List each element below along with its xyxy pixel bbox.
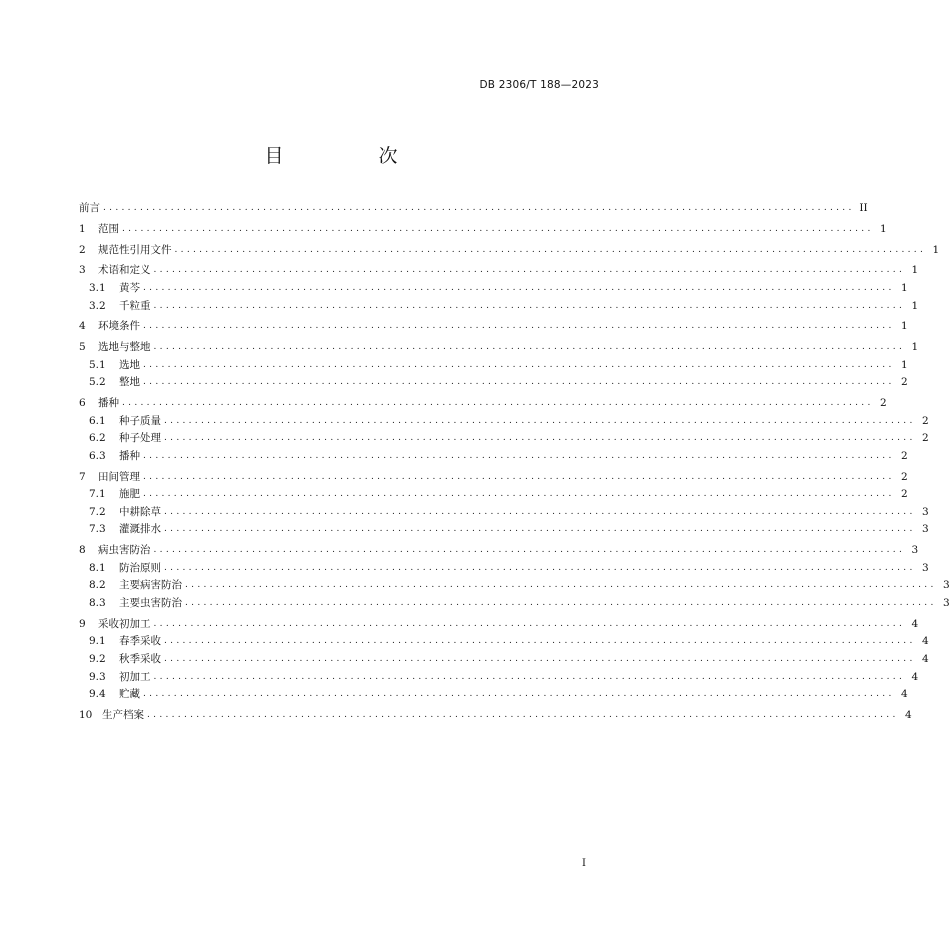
- toc-entry-label: 施肥: [119, 488, 140, 501]
- toc-entry[interactable]: [79, 616, 919, 634]
- dot-leader: ..........................................................................................................................: [185, 597, 937, 608]
- dot-leader: ..........................................................................................................................: [164, 415, 916, 426]
- toc-entry-page: 4: [900, 688, 908, 701]
- toc-entry[interactable]: [79, 633, 929, 651]
- toc-entry-number: 1: [79, 222, 86, 235]
- toc-entry-label: 术语和定义: [98, 264, 151, 277]
- toc-entry-number: 8.2: [89, 579, 106, 592]
- toc-entry-label: 选地: [119, 358, 140, 371]
- toc-entry-number: 2: [79, 243, 86, 256]
- dot-leader: ..........................................................................................................................: [147, 709, 899, 720]
- dot-leader: ..........................................................................................................................: [164, 636, 916, 647]
- toc-entry-label: 防治原则: [119, 561, 161, 574]
- toc-entry-page: 3: [911, 544, 919, 557]
- toc-entry-page: 1: [900, 320, 908, 333]
- toc-entry-page: 4: [921, 652, 929, 665]
- dot-leader: ..........................................................................................................................: [164, 562, 916, 573]
- toc-entry[interactable]: [79, 413, 929, 431]
- toc-entry-label: 田间管理: [98, 470, 140, 483]
- toc-entry-page: 3: [921, 561, 929, 574]
- toc-entry-number: 6.3: [89, 449, 106, 462]
- table-of-contents: [79, 200, 950, 725]
- dot-leader: ..........................................................................................................................: [153, 545, 906, 556]
- toc-entry-number: 9.1: [89, 635, 106, 648]
- toc-entry-page: 1: [911, 264, 919, 277]
- toc-entry-label: 千粒重: [119, 299, 151, 312]
- toc-entry[interactable]: [79, 686, 908, 704]
- toc-entry[interactable]: [79, 242, 940, 260]
- toc-entry-number: 9.4: [89, 688, 106, 701]
- toc-entry-page: 2: [921, 432, 929, 445]
- toc-entry[interactable]: [79, 339, 919, 357]
- toc-entry-number: 9.3: [89, 670, 106, 683]
- toc-entry-number: 7.2: [89, 505, 106, 518]
- dot-leader: ..........................................................................................................................: [153, 300, 906, 311]
- toc-entry-label: 规范性引用文件: [98, 243, 172, 256]
- toc-entry-page: 1: [932, 243, 940, 256]
- toc-entry-page: 4: [904, 708, 912, 721]
- toc-entry-label: 采收初加工: [98, 617, 151, 630]
- toc-entry-page: II: [859, 202, 868, 214]
- dot-leader: ..........................................................................................................................: [143, 359, 895, 370]
- toc-entry-page: 2: [900, 470, 908, 483]
- toc-entry-number: 8: [79, 544, 86, 557]
- toc-entry-label: 春季采收: [119, 635, 161, 648]
- toc-entry[interactable]: [79, 374, 908, 392]
- dot-leader: ..........................................................................................................................: [153, 671, 906, 682]
- toc-entry-label: 种子质量: [119, 414, 161, 427]
- dot-leader: ..........................................................................................................................: [164, 653, 916, 664]
- toc-entry-page: 1: [900, 358, 908, 371]
- toc-entry[interactable]: [79, 469, 908, 487]
- toc-entry-number: 8.3: [89, 596, 106, 609]
- toc-entry[interactable]: [79, 430, 929, 448]
- toc-entry[interactable]: [79, 200, 868, 218]
- toc-entry-page: 3: [921, 505, 929, 518]
- toc-entry-label: 主要病害防治: [119, 579, 182, 592]
- dot-leader: ..........................................................................................................................: [164, 433, 916, 444]
- toc-entry-label: 黄芩: [119, 281, 140, 294]
- toc-entry[interactable]: [79, 298, 919, 316]
- toc-entry-number: 5.1: [89, 358, 106, 371]
- toc-entry-number: 6.2: [89, 432, 106, 445]
- toc-entry[interactable]: [79, 448, 908, 466]
- toc-entry-number: 3.2: [89, 299, 106, 312]
- toc-entry-label: 中耕除草: [119, 505, 161, 518]
- dot-leader: ..........................................................................................................................: [143, 489, 895, 500]
- toc-entry[interactable]: [79, 395, 887, 413]
- toc-entry-page: 1: [911, 341, 919, 354]
- toc-entry-label: 选地与整地: [98, 341, 151, 354]
- toc-entry-number: 10: [79, 708, 93, 721]
- toc-entry[interactable]: [79, 542, 919, 560]
- toc-entry-number: 6: [79, 397, 86, 410]
- dot-leader: ..........................................................................................................................: [164, 524, 916, 535]
- dot-leader: ..........................................................................................................................: [153, 265, 906, 276]
- toc-entry[interactable]: [79, 486, 908, 504]
- dot-leader: ..........................................................................................................................: [143, 377, 895, 388]
- toc-entry-number: 9: [79, 617, 86, 630]
- toc-entry-number: 3: [79, 264, 86, 277]
- dot-leader: ..........................................................................................................................: [143, 282, 895, 293]
- toc-entry[interactable]: [79, 318, 908, 336]
- dot-leader: ..........................................................................................................................: [143, 450, 895, 461]
- toc-entry[interactable]: [79, 560, 929, 578]
- toc-entry-number: 5: [79, 341, 86, 354]
- toc-entry[interactable]: [79, 280, 908, 298]
- dot-leader: ..........................................................................................................................: [153, 342, 906, 353]
- toc-entry-page: 4: [921, 635, 929, 648]
- toc-entry-number: 7.1: [89, 488, 106, 501]
- toc-entry-page: 2: [879, 397, 887, 410]
- toc-entry-label: 病虫害防治: [98, 544, 151, 557]
- toc-entry-label: 整地: [119, 376, 140, 389]
- dot-leader: ..........................................................................................................................: [103, 203, 855, 213]
- toc-entry-number: 4: [79, 320, 86, 333]
- toc-entry-page: 3: [942, 579, 950, 592]
- toc-entry-label: 初加工: [119, 670, 151, 683]
- dot-leader: ..........................................................................................................................: [143, 689, 895, 700]
- toc-entry-page: 2: [900, 488, 908, 501]
- dot-leader: ..........................................................................................................................: [143, 321, 895, 332]
- page-number: I: [582, 858, 586, 869]
- toc-entry-label: 贮藏: [119, 688, 140, 701]
- toc-entry[interactable]: [79, 669, 919, 687]
- toc-entry-number: 6.1: [89, 414, 106, 427]
- toc-entry[interactable]: [79, 221, 887, 239]
- dot-leader: ..........................................................................................................................: [122, 223, 874, 234]
- toc-entry-page: 1: [911, 299, 919, 312]
- toc-entry[interactable]: [79, 504, 929, 522]
- toc-entry-page: 2: [900, 449, 908, 462]
- toc-entry[interactable]: [79, 707, 912, 725]
- standard-code: DB 2306/T 188—2023: [479, 79, 599, 91]
- toc-entry-label: 灌溉排水: [119, 523, 161, 536]
- dot-leader: ..........................................................................................................................: [122, 398, 874, 409]
- toc-entry-label: 播种: [119, 449, 140, 462]
- toc-entry-number: 3.1: [89, 281, 106, 294]
- dot-leader: ..........................................................................................................................: [185, 580, 937, 591]
- toc-entry-label: 范围: [98, 222, 119, 235]
- toc-entry[interactable]: [79, 262, 919, 280]
- toc-entry-label: 播种: [98, 397, 119, 410]
- toc-entry-number: 5.2: [89, 376, 106, 389]
- dot-leader: ..........................................................................................................................: [174, 244, 927, 255]
- dot-leader: ..........................................................................................................................: [143, 471, 895, 482]
- toc-entry-page: 4: [911, 670, 919, 683]
- toc-entry-label: 主要虫害防治: [119, 596, 182, 609]
- toc-entry-number: 7: [79, 470, 86, 483]
- toc-entry-number: 8.1: [89, 561, 106, 574]
- toc-entry-page: 1: [900, 281, 908, 294]
- toc-entry-number: 7.3: [89, 523, 106, 536]
- toc-entry[interactable]: [79, 357, 908, 375]
- toc-entry[interactable]: [79, 577, 950, 595]
- toc-entry-page: 4: [911, 617, 919, 630]
- toc-entry[interactable]: [79, 651, 929, 669]
- toc-entry-label: 环境条件: [98, 320, 140, 333]
- toc-entry-label: 生产档案: [102, 708, 144, 721]
- toc-entry-page: 2: [900, 376, 908, 389]
- toc-entry-page: 3: [921, 523, 929, 536]
- toc-entry-label: 种子处理: [119, 432, 161, 445]
- toc-entry[interactable]: [79, 521, 929, 539]
- toc-entry-number: 9.2: [89, 652, 106, 665]
- toc-entry-page: 1: [879, 222, 887, 235]
- dot-leader: ..........................................................................................................................: [153, 618, 906, 629]
- toc-entry-page: 3: [942, 596, 950, 609]
- toc-entry-label: 前言: [79, 202, 100, 214]
- dot-leader: ..........................................................................................................................: [164, 506, 916, 517]
- toc-entry[interactable]: [79, 595, 950, 613]
- toc-entry-page: 2: [921, 414, 929, 427]
- toc-entry-label: 秋季采收: [119, 652, 161, 665]
- page-title: 目 次: [264, 145, 436, 167]
